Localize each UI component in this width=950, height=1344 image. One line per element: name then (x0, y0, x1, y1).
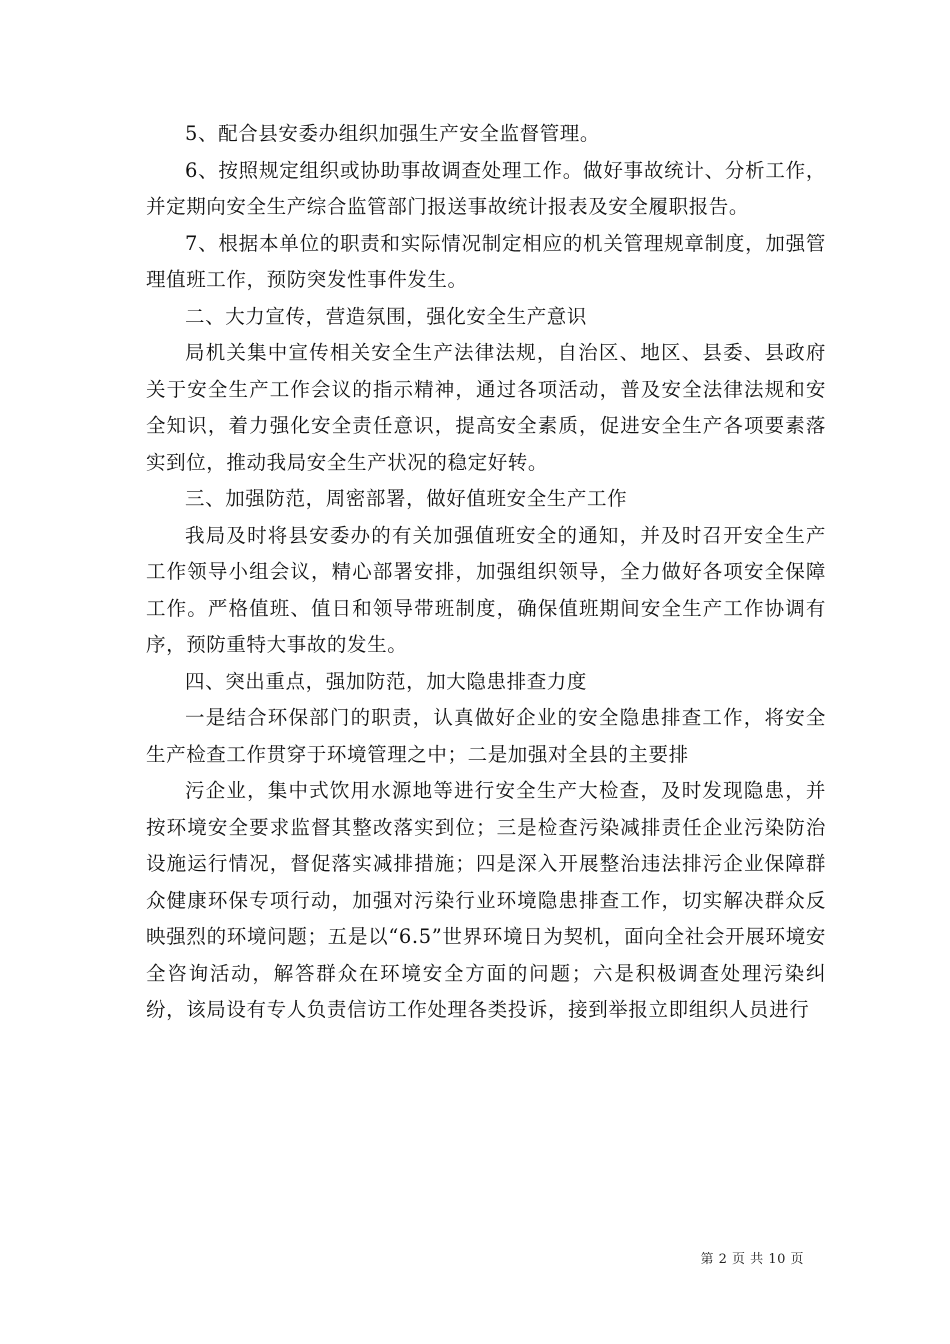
section-heading-3: 三、加强防范，周密部署，做好值班安全生产工作 (185, 487, 628, 510)
section-heading-4: 四、突出重点，强加防范，加大隐患排查力度 (185, 669, 588, 693)
paragraph-item-5: 5、配合县安委办组织加强生产安全监督管理。 (185, 122, 601, 145)
page-number-footer: 第 2 页 共 10 页 (700, 1252, 804, 1267)
section-heading-2: 二、大力宣传，营造氛围，强化安全生产意识 (185, 304, 588, 328)
paragraph-section-4-part-2: 污企业，集中式饮用水源地等进行安全生产大检查，及时发现隐患，并按环境安全要求监督其整改落实到位；三是检查污染减排责任企业污染防治设施运行情况，督促落实减排措施；四是深入开展整治违法排污企业保障群众健康环保专项行动，加强对污染行业环境隐患排查工作，切实解决群众反映强烈的环境问题；五是以“6.5”世界环境日为契机，面向全社会开展环境安全咨询活动，解答群众在环境安全方面的问题；六是积极调查处理污染纠纷，该局设有专人负责信访工作处理各类投诉，接到举报立即组织人员进行 (146, 779, 826, 1021)
paragraph-item-6: 6、按照规定组织或协助事故调查处理工作。做好事故统计、分析工作，并定期向安全生产综合监管部门报送事故统计报表及安全履职报告。 (146, 158, 826, 218)
paragraph-section-3: 我局及时将县安委办的有关加强值班安全的通知，并及时召开安全生产工作领导小组会议，精心部署安排，加强组织领导，全力做好各项安全保障工作。严格值班、值日和领导带班制度，确保值班期间安全生产工作协调有序，预防重特大事故的发生。 (146, 523, 826, 656)
paragraph-section-4-part-1: 一是结合环保部门的职责，认真做好企业的安全隐患排查工作，将安全生产检查工作贯穿于环境管理之中；二是加强对全县的主要排 (146, 706, 826, 766)
paragraph-item-7: 7、根据本单位的职责和实际情况制定相应的机关管理规章制度，加强管理值班工作，预防突发性事件发生。 (146, 231, 826, 291)
document-body (146, 116, 826, 1029)
paragraph-section-2: 局机关集中宣传相关安全生产法律法规，自治区、地区、县委、县政府关于安全生产工作会议的指示精神，通过各项活动，普及安全法律法规和安全知识，着力强化安全责任意识，提高安全素质，促进安全生产各项要素落实到位，推动我局安全生产状况的稳定好转。 (146, 341, 826, 474)
